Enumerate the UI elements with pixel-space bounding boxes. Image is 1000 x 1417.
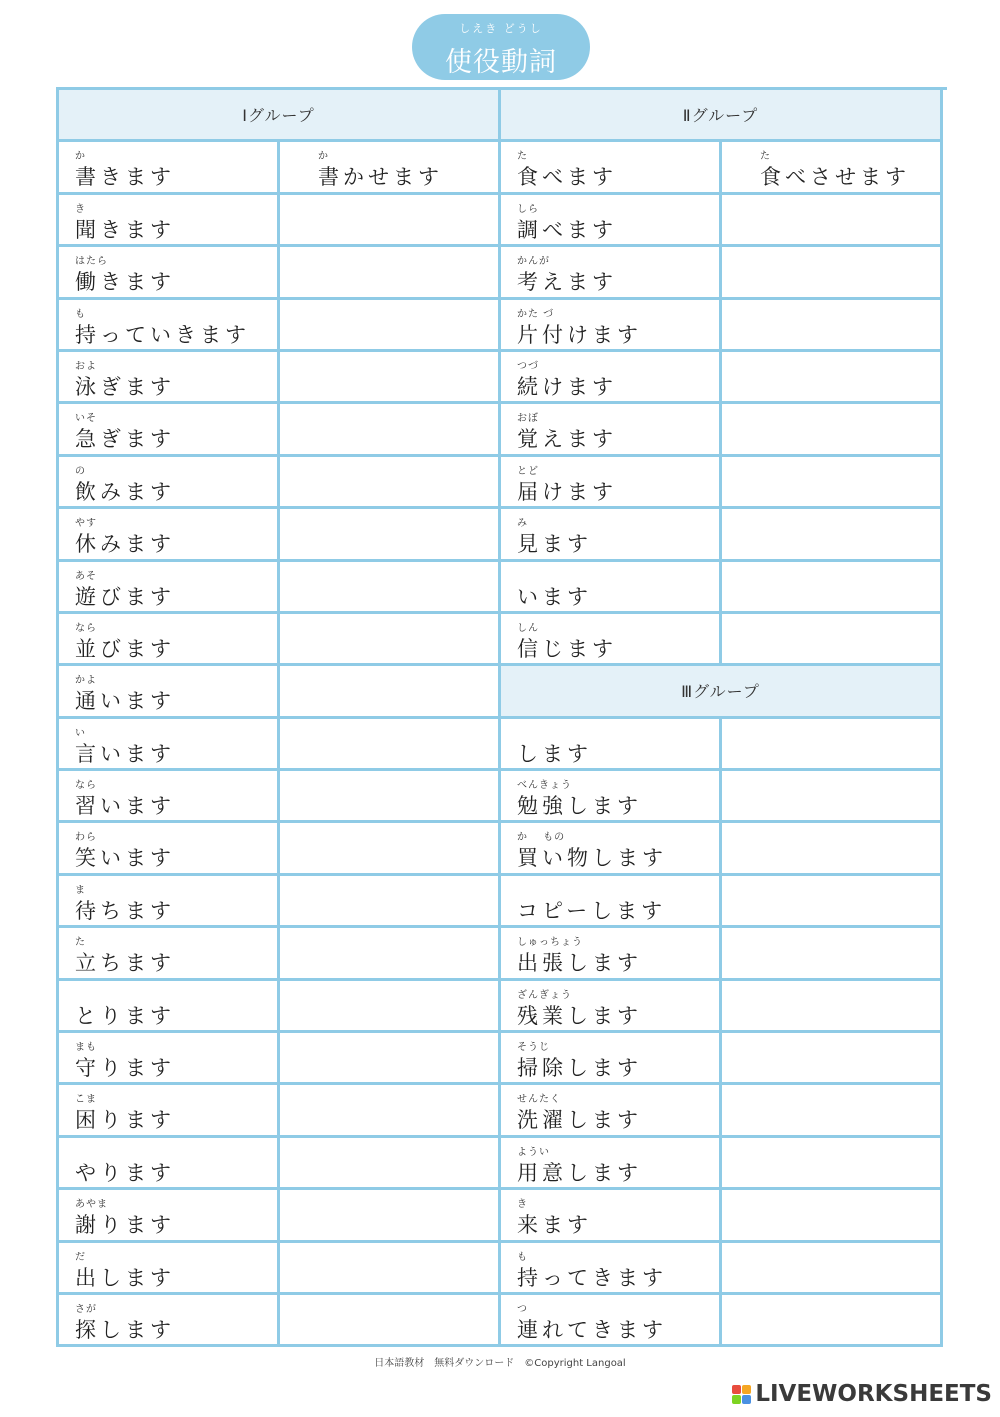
- group-1-answer-cell[interactable]: [280, 1295, 501, 1347]
- furigana: かた づ: [517, 308, 555, 320]
- group-2-3-answer-cell[interactable]: [722, 876, 943, 928]
- furigana: せんたく: [517, 1094, 561, 1106]
- group-1-verb-cell: [59, 928, 280, 980]
- verb-masu-form: 立ちます: [75, 951, 175, 976]
- verb-masu-form: します: [517, 741, 592, 766]
- furigana: ざんぎょう: [517, 989, 572, 1001]
- furigana: そうじ: [517, 1042, 550, 1054]
- page-title: [412, 14, 590, 80]
- group-1-verb-cell: [59, 1295, 280, 1347]
- furigana: しん: [517, 622, 539, 634]
- group-1-answer-cell[interactable]: [280, 928, 501, 980]
- furigana: しゅっちょう: [517, 937, 583, 949]
- verb-masu-form: 働きます: [75, 270, 175, 295]
- verb-masu-form: 考えます: [517, 270, 617, 295]
- verb-masu-form: 覚えます: [517, 427, 617, 452]
- group-2-3-answer-cell[interactable]: [722, 195, 943, 247]
- group-2-3-answer-cell[interactable]: [722, 981, 943, 1033]
- furigana: なら: [75, 622, 97, 634]
- group-1-answer-cell[interactable]: [280, 614, 501, 666]
- group-1-verb-cell: [59, 1190, 280, 1242]
- group-2-3-answer-cell[interactable]: [722, 771, 943, 823]
- group-1-answer-cell[interactable]: [280, 509, 501, 561]
- furigana: も: [75, 308, 86, 320]
- verb-masu-form: 習います: [75, 794, 175, 819]
- verb-masu-form: 持ってきます: [517, 1265, 667, 1290]
- verb-masu-form: 続けます: [517, 374, 617, 399]
- group-2-3-answer-cell[interactable]: [722, 928, 943, 980]
- verb-masu-form: 見ます: [517, 532, 592, 557]
- group-2-3-verb-cell: [501, 1085, 722, 1137]
- group-1-answer-cell[interactable]: [280, 247, 501, 299]
- furigana: やす: [75, 518, 97, 530]
- group-3-header: Ⅲグループ: [501, 666, 943, 718]
- furigana: み: [517, 518, 528, 530]
- group-2-3-verb-cell: [501, 981, 722, 1033]
- group-2-3-answer-cell[interactable]: [722, 142, 943, 194]
- group-1-verb-cell: [59, 247, 280, 299]
- group-2-3-verb-cell: [501, 771, 722, 823]
- group-2-3-answer-cell[interactable]: [722, 562, 943, 614]
- verb-masu-form: 並びます: [75, 636, 175, 661]
- group-1-verb-cell: [59, 404, 280, 456]
- group-2-3-verb-cell: [501, 1243, 722, 1295]
- group-2-3-answer-cell[interactable]: [722, 1033, 943, 1085]
- group-2-3-verb-cell: [501, 876, 722, 928]
- verb-grid: [59, 90, 947, 1347]
- furigana: の: [75, 465, 86, 477]
- group-2-3-answer-cell[interactable]: [722, 823, 943, 875]
- furigana: だ: [75, 1251, 86, 1263]
- group-1-verb-cell: [59, 509, 280, 561]
- furigana: か もの: [517, 832, 566, 844]
- furigana: か: [75, 151, 86, 163]
- verb-masu-form: 出張します: [517, 951, 642, 976]
- furigana: こま: [75, 1094, 97, 1106]
- group-2-3-verb-cell: [501, 457, 722, 509]
- group-2-3-answer-cell[interactable]: [722, 300, 943, 352]
- group-2-3-verb-cell: [501, 928, 722, 980]
- verb-masu-form: 急ぎます: [75, 427, 175, 452]
- verb-masu-form: 困ります: [75, 1108, 175, 1133]
- group-1-verb-cell: [59, 1138, 280, 1190]
- group-1-answer-cell[interactable]: [280, 562, 501, 614]
- group-2-3-answer-cell[interactable]: [722, 457, 943, 509]
- furigana: た: [517, 151, 528, 163]
- group-2-3-verb-cell: [501, 247, 722, 299]
- group-2-header: Ⅱグループ: [501, 90, 943, 142]
- causative-form: 食べさせます: [760, 165, 910, 190]
- verb-table: [56, 87, 947, 1347]
- group-1-answer-cell[interactable]: [280, 457, 501, 509]
- furigana: あやま: [75, 1199, 108, 1211]
- group-1-verb-cell: [59, 1085, 280, 1137]
- furigana: つづ: [517, 360, 539, 372]
- verb-masu-form: 聞きます: [75, 217, 175, 242]
- group-2-3-answer-cell[interactable]: [722, 719, 943, 771]
- group-1-verb-cell: [59, 981, 280, 1033]
- group-1-answer-cell[interactable]: [280, 1243, 501, 1295]
- group-1-verb-cell: [59, 1243, 280, 1295]
- group-1-verb-cell: [59, 195, 280, 247]
- verb-masu-form: 言います: [75, 741, 175, 766]
- verb-masu-form: とります: [75, 1003, 175, 1028]
- liveworksheets-icon: [732, 1385, 751, 1404]
- furigana: い: [75, 727, 86, 739]
- furigana: ま: [75, 884, 86, 896]
- verb-masu-form: 調べます: [517, 217, 617, 242]
- group-2-3-answer-cell[interactable]: [722, 404, 943, 456]
- group-1-answer-cell[interactable]: [280, 666, 501, 718]
- group-1-verb-cell: [59, 666, 280, 718]
- group-1-answer-cell[interactable]: [280, 1138, 501, 1190]
- title-ruby: しえき どうし: [459, 22, 543, 35]
- group-1-verb-cell: [59, 771, 280, 823]
- verb-masu-form: 書きます: [75, 165, 175, 190]
- title-text: 使役動詞: [445, 47, 557, 78]
- verb-masu-form: います: [517, 584, 592, 609]
- furigana: あそ: [75, 570, 97, 582]
- furigana: はたら: [75, 256, 108, 268]
- group-1-verb-cell: [59, 562, 280, 614]
- furigana: おぼ: [517, 413, 539, 425]
- furigana: さが: [75, 1303, 97, 1315]
- group-2-3-verb-cell: [501, 562, 722, 614]
- verb-masu-form: 謝ります: [75, 1213, 175, 1238]
- verb-masu-form: 食べます: [517, 165, 617, 190]
- group-1-answer-cell[interactable]: [280, 823, 501, 875]
- verb-masu-form: 笑います: [75, 846, 175, 871]
- brand-text: LIVEWORKSHEETS: [755, 1381, 992, 1407]
- group-2-3-verb-cell: [501, 142, 722, 194]
- group-2-3-answer-cell[interactable]: [722, 352, 943, 404]
- group-2-3-verb-cell: [501, 404, 722, 456]
- group-2-3-verb-cell: [501, 1138, 722, 1190]
- furigana: わら: [75, 832, 97, 844]
- furigana: ようい: [517, 1146, 550, 1158]
- group-2-3-answer-cell[interactable]: [722, 509, 943, 561]
- furigana: た: [75, 937, 86, 949]
- verb-masu-form: 掃除します: [517, 1056, 642, 1081]
- furigana: つ: [517, 1303, 528, 1315]
- furigana: なら: [75, 780, 97, 792]
- verb-masu-form: 出します: [75, 1265, 175, 1290]
- group-1-answer-cell[interactable]: [280, 1190, 501, 1242]
- group-2-3-answer-cell[interactable]: [722, 1243, 943, 1295]
- furigana: た: [760, 151, 771, 163]
- group-2-3-answer-cell[interactable]: [722, 1085, 943, 1137]
- furigana: とど: [517, 465, 539, 477]
- group-2-3-verb-cell: [501, 195, 722, 247]
- group-1-verb-cell: [59, 352, 280, 404]
- group-1-answer-cell[interactable]: [280, 981, 501, 1033]
- group-1-answer-cell[interactable]: [280, 404, 501, 456]
- group-2-3-verb-cell: [501, 823, 722, 875]
- furigana: およ: [75, 360, 97, 372]
- group-2-3-verb-cell: [501, 352, 722, 404]
- group-1-verb-cell: [59, 142, 280, 194]
- verb-masu-form: 来ます: [517, 1213, 592, 1238]
- group-1-answer-cell[interactable]: [280, 352, 501, 404]
- group-1-answer-cell[interactable]: [280, 142, 501, 194]
- verb-masu-form: 持っていきます: [75, 322, 250, 347]
- group-2-3-verb-cell: [501, 1190, 722, 1242]
- group-1-answer-cell[interactable]: [280, 195, 501, 247]
- group-1-answer-cell[interactable]: [280, 300, 501, 352]
- group-2-3-answer-cell[interactable]: [722, 1138, 943, 1190]
- verb-masu-form: 残業します: [517, 1003, 642, 1028]
- group-1-verb-cell: [59, 457, 280, 509]
- group-1-header: Ⅰグループ: [59, 90, 501, 142]
- group-2-3-verb-cell: [501, 1033, 722, 1085]
- verb-masu-form: 飲みます: [75, 479, 175, 504]
- verb-masu-form: 連れてきます: [517, 1317, 667, 1342]
- furigana: き: [75, 203, 86, 215]
- verb-masu-form: 片付けます: [517, 322, 642, 347]
- furigana: まも: [75, 1042, 97, 1054]
- group-2-3-answer-cell[interactable]: [722, 1190, 943, 1242]
- group-1-verb-cell: [59, 823, 280, 875]
- verb-masu-form: コピーします: [517, 898, 667, 923]
- verb-masu-form: 休みます: [75, 532, 175, 557]
- group-1-answer-cell[interactable]: [280, 1085, 501, 1137]
- furigana: かんが: [517, 256, 550, 268]
- verb-masu-form: 買い物します: [517, 846, 667, 871]
- furigana: かよ: [75, 675, 97, 687]
- furigana: も: [517, 1251, 528, 1263]
- group-1-verb-cell: [59, 876, 280, 928]
- verb-masu-form: 遊びます: [75, 584, 175, 609]
- verb-masu-form: 勉強します: [517, 794, 642, 819]
- group-1-verb-cell: [59, 719, 280, 771]
- group-2-3-answer-cell[interactable]: [722, 1295, 943, 1347]
- group-1-verb-cell: [59, 614, 280, 666]
- furigana: しら: [517, 203, 539, 215]
- verb-masu-form: 泳ぎます: [75, 374, 175, 399]
- group-2-3-verb-cell: [501, 300, 722, 352]
- causative-form: 書かせます: [318, 165, 443, 190]
- furigana: いそ: [75, 413, 97, 425]
- verb-masu-form: 待ちます: [75, 898, 175, 923]
- group-2-3-verb-cell: [501, 509, 722, 561]
- group-2-3-answer-cell[interactable]: [722, 614, 943, 666]
- group-2-3-answer-cell[interactable]: [722, 247, 943, 299]
- verb-masu-form: やります: [75, 1160, 175, 1185]
- verb-masu-form: 洗濯します: [517, 1108, 642, 1133]
- verb-masu-form: 探します: [75, 1317, 175, 1342]
- group-2-3-verb-cell: [501, 614, 722, 666]
- group-1-answer-cell[interactable]: [280, 719, 501, 771]
- footer-copyright: 日本語教材 無料ダウンロード ©Copyright Langoal: [374, 1358, 626, 1369]
- liveworksheets-logo[interactable]: [732, 1381, 992, 1407]
- verb-masu-form: 通います: [75, 689, 175, 714]
- verb-masu-form: 守ります: [75, 1056, 175, 1081]
- group-1-answer-cell[interactable]: [280, 771, 501, 823]
- furigana: べんきょう: [517, 780, 572, 792]
- group-2-3-verb-cell: [501, 1295, 722, 1347]
- furigana: き: [517, 1199, 528, 1211]
- verb-masu-form: 届けます: [517, 479, 617, 504]
- group-2-3-verb-cell: [501, 719, 722, 771]
- group-1-answer-cell[interactable]: [280, 876, 501, 928]
- verb-masu-form: 用意します: [517, 1160, 642, 1185]
- group-1-verb-cell: [59, 1033, 280, 1085]
- verb-masu-form: 信じます: [517, 636, 617, 661]
- furigana: か: [318, 151, 329, 163]
- group-1-answer-cell[interactable]: [280, 1033, 501, 1085]
- group-1-verb-cell: [59, 300, 280, 352]
